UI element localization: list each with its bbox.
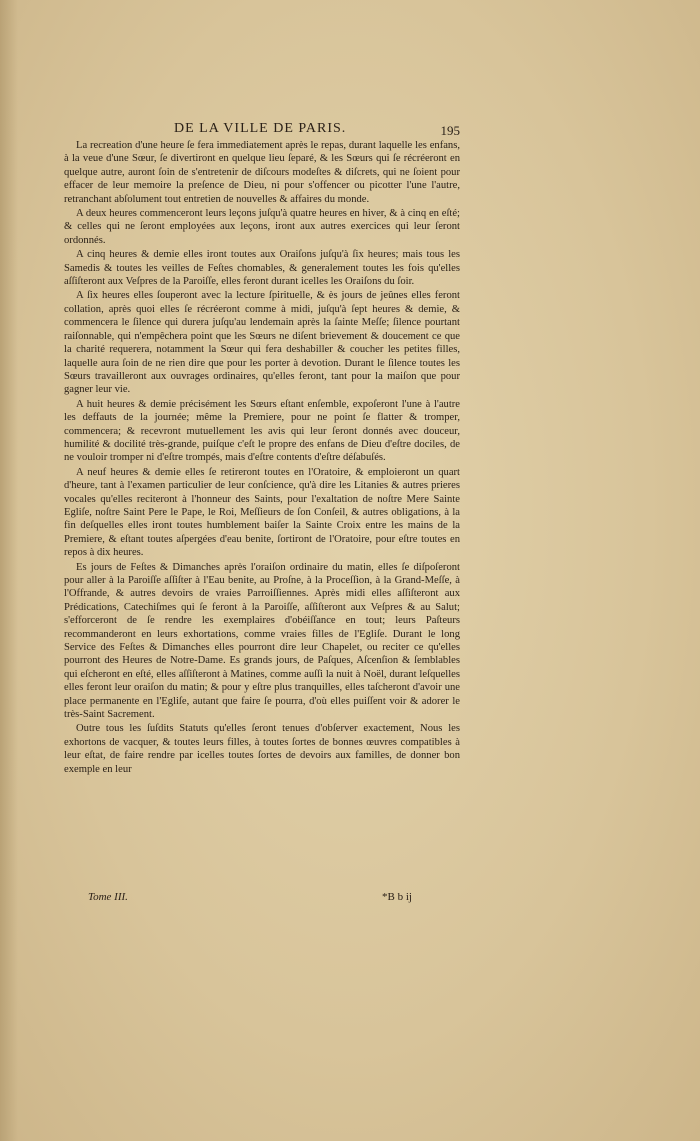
paragraph: La recreation d'une heure ſe fera immediatement après le repas, durant laquelle les enfans, à la veue d'une Sœur, ſe divertiront en quelque lieu ſeparé, & les Sœurs qui ſe récréeront en quelque autre, auront ſoin de s'entretenir de diſcours modeſtes & diſcrets, qui ne ſoient pour effacer de leur memoire la preſence de Dieu, ni pour s'offencer ou picotter l'une l'autre, retranchant abſolument tout entretien de nouvelles & affaires du monde.: [64, 140, 460, 205]
page-number: 195: [440, 123, 460, 138]
paragraph: Es jours de Feſtes & Dimanches après l'oraiſon ordinaire du matin, elles ſe diſpoſeront pour aller à la Paroiſſe aſſiſter à l'Eau benite, au Proſne, à la Proceſſion, à la Grand-Meſſe, à l'Offrande, & autres devoirs de vraies Parroiſſiennes. Après midi elles aſſiſteront aux Prédications, Catechiſmes qui ſe feront à la Paroiſſe, aſſiſteront aux Veſpres & au Salut; s'efforceront de ſe rendre les exemplaires d'obéiſſance en tout; leurs Paſteurs recommanderont en leurs exhortations, comme vraies filles de l'Egliſe. Durant le long Service des Feſtes & Dimanches elles pourront dire leur Chapelet, ou reciter ce qu'elles pourront des Heures de Notre-Dame. Es grands jours, de Paſques, Aſcenſion & ſemblables qui eſcheront en eſté, elles aſſiſteront à Matines, comme auſſi la nuit à Noël, durant leſquelles elles feront leur oraiſon du matin; & pour y eſtre plus tranquilles, elles taſcheront d'avoir une place permanente en l'Egliſe, autant que faire ſe pourra, d'où elles puiſſent voir & adorer le très-Saint Sacrement.: [64, 561, 460, 721]
paragraph: A ſix heures elles ſouperont avec la lecture ſpirituelle, & ès jours de jeûnes elles feront collation, après quoi elles ſe récréeront comme à midi, juſqu'à ſept heures & demie, & commencera le ſilence qui durera juſqu'au lendemain après la ſainte Meſſe; ſilence pourtant raiſonnable, qui n'empêchera point que les Sœurs ne diſent brievement & doucement ce que la charité requerera, notamment la Sœur qui fera deshabiller & coucher les petites filles, laquelle aura ſoin de ne rien dire que pour les porter à devotion. Durant le ſilence toutes les Sœurs travailleront aux ouvrages ordinaires, qu'elles feront, tant pour la maiſon que pour gagner leur vie.: [64, 290, 460, 396]
running-title: DE LA VILLE DE PARIS.: [174, 121, 347, 136]
volume-label: Tome III.: [88, 891, 128, 903]
body-text: [64, 139, 460, 777]
signature-mark: *B b ij: [382, 891, 412, 903]
page-header: [64, 121, 460, 141]
paragraph: Outre tous les ſuſdits Statuts qu'elles ſeront tenues d'obſerver exactement, Nous les exhortons de vacquer, & toutes leurs filles, à toutes ſortes de bonnes œuvres compatibles à leur eſtat, de faire rendre par icelles toutes ſortes de devoirs aux familles, de donner bon exemple en leur: [64, 723, 460, 775]
paragraph: A deux heures commenceront leurs leçons juſqu'à quatre heures en hiver, & à cinq en eſté; & celles qui ne ſeront employées aux leçons, iront aux autres exercices qui leur ſeront ordonnés.: [64, 208, 460, 246]
paragraph: A huit heures & demie précisément les Sœurs eſtant enſemble, expoſeront l'une à l'autre les deffauts de la journée; même la Premiere, pour ne point ſe flatter & tromper, commencera; & recevront mutuellement les avis qui leur ſeront donnés avec douceur, humilité & docilité très-grande, puiſque c'eſt le propre des enfans de Dieu d'eſtre dociles, de ne vouloir tromper ni d'eſtre trompés, mais d'eſtre contents d'eſtre déſabuſés.: [64, 398, 460, 464]
paragraph: A cinq heures & demie elles iront toutes aux Oraiſons juſqu'à ſix heures; mais tous les Samedis & toutes les veilles de Feſtes chomables, & generalement toutes les fois qu'elles aſſiſteront aux Veſpres de la Paroiſſe, elles feront durant icelles les Oraiſons du ſoir.: [64, 249, 460, 288]
page-footer: [64, 891, 460, 907]
paragraph: A neuf heures & demie elles ſe retireront toutes en l'Oratoire, & emploieront un quart d'heure, tant à l'examen particulier de leur conſcience, qu'à dire les Litanies & autres prieres vocales qu'elles reciteront à l'honneur des Saints, pour l'exaltation de noſtre Mere Sainte Egliſe, noſtre Saint Pere le Pape, le Roi, Meſſieurs de ſon Conſeil, & autres obligations, à la fin deſquelles elles iront toutes humblement baiſer la Sainte Croix entre les mains de la Premiere, & eſtant toutes aſpergées d'eau benite, ſortiront de l'Oratoire, pour eſtre toutes en repos à dix heures.: [64, 466, 460, 559]
